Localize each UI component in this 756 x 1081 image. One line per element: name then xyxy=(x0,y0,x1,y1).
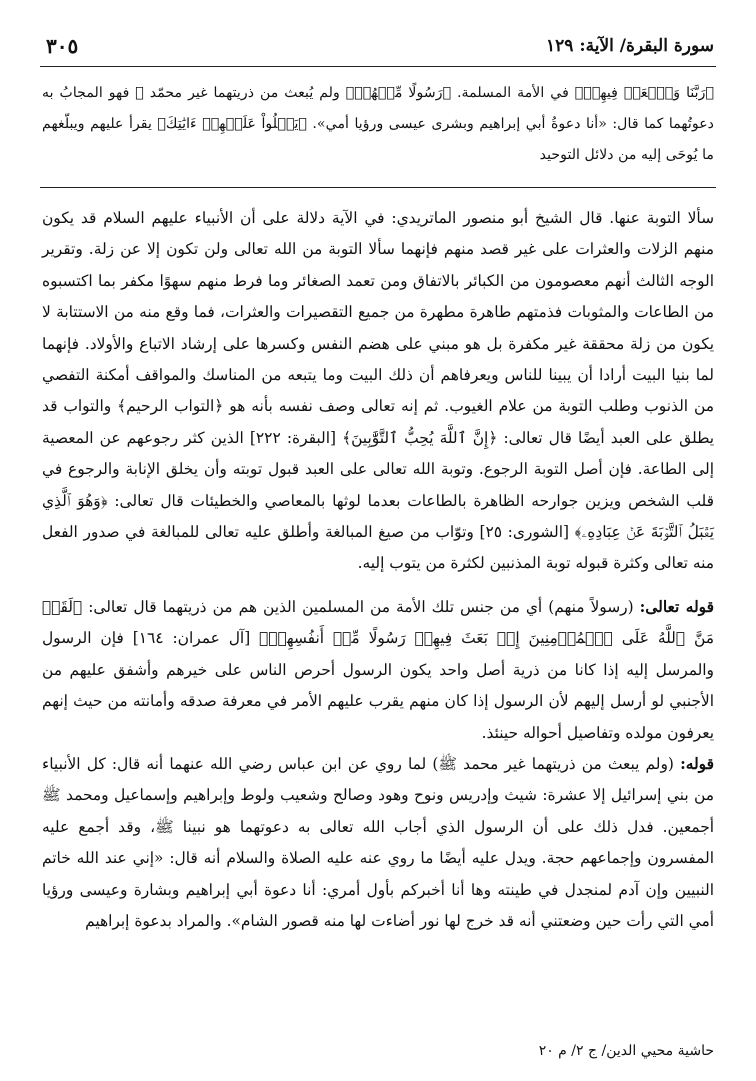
gloss-label-2: قوله تعالى: xyxy=(639,597,714,616)
page-number: ٣٠٥ xyxy=(46,34,79,58)
commentary-base-text: ﴿رَبَّنَا وَٱبۡعَثۡ فِيهِمۡ﴾ في الأمة المسلمة. ﴿رَسُولًا مِّنۡهُمۡ﴾ ولم يُبعث من ذريتهما غير محمّد ﷺ فهو المجابُ به دعوتُهما كما قال: «أنا دعوةُ أبي إبراهيم وبشرى عيسى ورؤيا أمي». ﴿يَتۡلُواْ عَلَيۡهِمۡ ءَايَٰتِكَ﴾ يقرأ عليهم ويبلّغهم ما يُوحَى إليه من دلائل التوحيد xyxy=(42,85,714,163)
page-header xyxy=(40,30,716,67)
gloss-paragraph-1: سألا التوبة عنها. قال الشيخ أبو منصور الماتريدي: في الآية دلالة على أن الأنبياء عليهم السلام قد يكون منهم الزلات والعثرات على غير قصد منهم فإنهما سألا التوبة من الله تعالى ولن تكون إلا عن زلة. وتقرير الوجه الثالث أنهم معصومون من الكبائر بالاتفاق ومن تعمد الصغائر وما فرط منهم سهوًا مكفر بما اكتسبوه من الطاعات والمثوبات فذمتهم طاهرة مطهرة من جميع التقصيرات والعثرات، فما وقع منه من الاستتابة لا يكون من زلة محققة غير مكفرة بل هو مبني على هضم النفس وكسرها على إرشاد الاتباع والأولاد. فإنهما لما بنيا البيت أرادا أن يبينا للناس ويعرفاهم أن ذلك البيت وما يتبعه من المناسك والمواقف أمكنة التفصي من الذنوب وطلب التوبة من علام الغيوب. ثم إنه تعالى وصف نفسه بأنه هو ﴿التواب الرحيم﴾ والتواب قد يطلق على العبد أيضًا قال تعالى: ﴿إِنَّ ٱللَّهَ يُحِبُّ ٱلتَّوَّٰبِينَ﴾ [البقرة: ٢٢٢] الذين كثر رجوعهم عن المعصية إلى الطاعة. فإن أصل التوبة الرجوع. وتوبة الله تعالى على العبد قبول توبته وأن يخلق الإنابة والرجوع في قلب الشخص ويزين جوارحه الظاهرة بالطاعات بعدما لوثها بالمعاصي والخطيئات قال تعالى: ﴿وَهُوَ ٱلَّذِي يَقۡبَلُ ٱلتَّوۡبَةَ عَنۡ عِبَادِهِۦ﴾ [الشورى: ٢٥] وتوّاب من صيغ المبالغة وأطلق عليه تعالى للمبالغة في صدور الفعل منه تعالى وكثرة قبوله توبة المذنبين لكثرة من يتوب إليه. xyxy=(42,209,714,573)
signature-line: حاشية محيي الدين/ ج ٢/ م ٢٠ xyxy=(538,1043,714,1059)
gloss-body-3: (ولم يبعث من ذريتهما غير محمد ﷺ) لما روي عن ابن عباس رضي الله عنهما أنه قال: كل الأنبياء من بني إسرائيل إلا عشرة: شيث وإدريس ونوح وهود وصالح وشعيب ولوط وإبراهيم وإسماعيل ومحمد ﷺ أجمعين. فدل ذلك على أن الرسول الذي أجاب الله تعالى به دعوتهما هو نبينا ﷺ، وقد أجمع عليه المفسرون وإجماعهم حجة. ويدل عليه أيضًا ما روي عنه عليه الصلاة والسلام أنه قال: «إني عند الله خاتم النبيين وإن آدم لمنجدل في طينته وها أنا أخبركم بأول أمري: أنا دعوة أبي إبراهيم وبشارة وعيسى ورؤيا أمي التي رأت حين وضعتني أنه قد خرج لها نور أضاءت لها منه قصور الشام». والمراد بدعوة إبراهيم xyxy=(42,754,714,930)
gloss-label-3: قوله: xyxy=(680,754,714,773)
section-divider xyxy=(40,187,716,188)
gloss-paragraph-2 xyxy=(42,592,714,749)
gloss-paragraph-3 xyxy=(42,749,714,937)
gloss-body-2: (رسولاً منهم) أي من جنس تلك الأمة من المسلمين الذين هم من ذريتهما قال تعالى: ﴿لَقَدۡ مَنَّ ٱللَّهُ عَلَى ٱلۡمُؤۡمِنِينَ إِذۡ بَعَثَ فِيهِمۡ رَسُولًا مِّنۡ أَنفُسِهِمۡ﴾ [آل عمران: ١٦٤] فإن الرسول والمرسل إليه إذا كانا من ذرية أصل واحد يكون الرسول أحرص الناس على خيرهم وأشفق عليهم من الأجنبي لو أرسل إليهم لأن الرسول إذا كان منهم يقرب عليهم الأمر في معرفة صدقه وأمانته من حيث إنهم يعرفون مولده وتفاصيل أحواله حينئذ. xyxy=(42,597,714,742)
gloss-text xyxy=(42,203,714,937)
running-head: سورة البقرة/ الآية: ١٢٩ xyxy=(546,36,714,56)
